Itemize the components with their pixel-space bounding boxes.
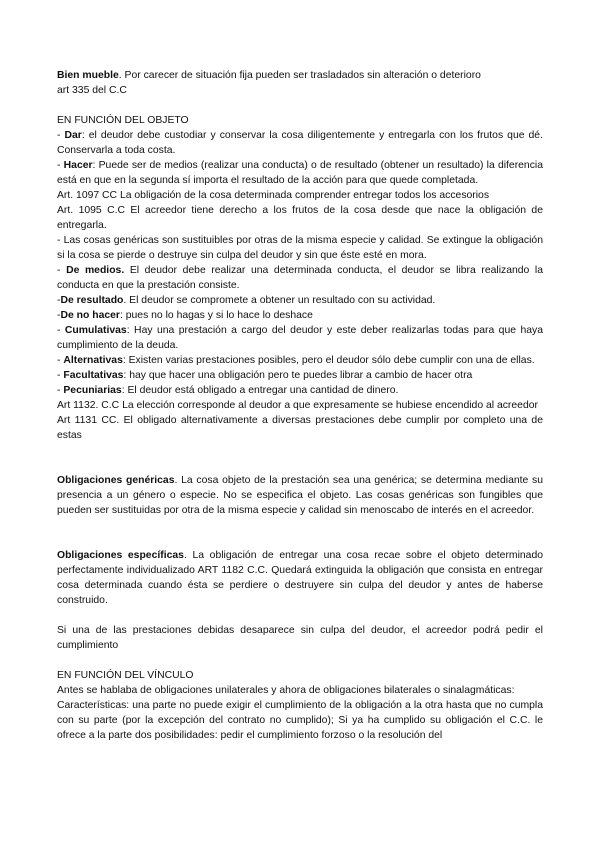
art-1097: Art. 1097 CC La obligación de la cosa determinada comprender entregar todos los accesorios — [57, 190, 490, 201]
art-1132: Art 1132. C.C La elección corresponde al deudor a que expresamente se hubiese encendido al acreedor — [57, 400, 538, 411]
alternativas-item — [57, 353, 543, 368]
resultado-dash: - — [57, 295, 61, 306]
spacer — [57, 608, 543, 623]
bien-mueble-term: Bien mueble — [57, 70, 119, 81]
facultativas-term: Facultativas — [63, 370, 124, 381]
vinculo-caracteristicas: Características: una parte no puede exigir el cumplimiento de la obligación a la otra hasta que no cumpla con su parte (por la excepción del contrato no cumplido); Si ya ha cumplido su obligación el C.C. le ofrece a la parte dos posibilidades: pedir el cumplimiento forzoso o la resolución del — [57, 700, 543, 741]
cumulativas-term: Cumulativas — [64, 325, 127, 336]
facultativas-dash: - — [57, 370, 64, 381]
dar-item — [57, 128, 543, 158]
hacer-item — [57, 158, 543, 188]
desaparece-paragraph: Si una de las prestaciones debidas desaparece sin culpa del deudor, el acreedor podrá pedir el cumplimiento — [57, 625, 543, 651]
medios-term: De medios. — [66, 265, 125, 276]
obligaciones-especificas-term: Obligaciones específicas — [57, 550, 184, 561]
no-hacer-term: De no hacer — [60, 310, 120, 321]
spacer — [57, 653, 543, 668]
bien-mueble-paragraph — [57, 68, 543, 83]
alternativas-term: Alternativas — [63, 355, 123, 366]
obligaciones-especificas-text: . La obligación de entregar una cosa recae sobre el objeto determinado perfectamente individualizado ART 1182 C.C. Quedará extinguida la obligación que consista en entregar cosa determinada cuando ésta se perdiere o destruyere sin culpa del deudor y antes de haberse construido. — [57, 550, 543, 606]
facultativas-item — [57, 368, 543, 383]
medios-dash: - — [57, 265, 67, 276]
pecuniarias-term: Pecuniarias — [63, 385, 122, 396]
no-hacer-text: : pues no lo hagas y si lo hace lo deshace — [119, 310, 313, 321]
spacer — [57, 98, 543, 113]
medios-text: El deudor debe realizar una determinada conducta, el deudor se libra realizando la conducta en que la prestación consiste. — [57, 265, 543, 291]
alternativas-text: : Existen varias prestaciones posibles, pero el deudor sólo debe cumplir con una de ellas. — [122, 355, 535, 366]
medios-item — [57, 263, 543, 293]
hacer-text: : Puede ser de medios (realizar una conducta) o de resultado (obtener un resultado) la diferencia está en que en la segunda sí importa el resultado de la acción para que quede completada. — [57, 160, 543, 186]
document-body — [57, 68, 543, 743]
resultado-term: De resultado — [60, 295, 124, 306]
cumulativas-dash: - — [57, 325, 65, 336]
hacer-term: Hacer — [63, 160, 93, 171]
vinculo-antes: Antes se hablaba de obligaciones unilaterales y ahora de obligaciones bilaterales o sinalagmáticas: — [57, 685, 515, 696]
hacer-dash: - — [57, 160, 64, 171]
obligaciones-genericas-paragraph — [57, 473, 543, 518]
resultado-item — [57, 293, 543, 308]
bien-mueble-text: . Por carecer de situación fija pueden ser trasladados sin alteración o deterioro — [118, 70, 481, 81]
dar-dash: - — [57, 130, 65, 141]
spacer — [57, 518, 543, 548]
vinculo-heading: EN FUNCIÓN DEL VÍNCULO — [57, 670, 194, 681]
art-1131: Art 1131 CC. El obligado alternativamente a diversas prestaciones debe cumplir por completo una de estas — [57, 415, 543, 441]
no-hacer-item — [57, 308, 543, 323]
objeto-heading: EN FUNCIÓN DEL OBJETO — [57, 115, 189, 126]
bien-mueble-article: art 335 del C.C — [57, 85, 127, 96]
dar-term: Dar — [64, 130, 82, 141]
pecuniarias-text: : El deudor está obligado a entregar una cantidad de dinero. — [121, 385, 399, 396]
spacer — [57, 443, 543, 473]
obligaciones-genericas-text: . La cosa objeto de la prestación sea una genérica; se determina mediante su presencia a un género o especie. No se especifica el objeto. Las cosas genéricas son fungibles que pueden ser sustituidas por otra de la misma especie y calidad sin menoscabo de interés en el acreedor. — [57, 475, 543, 516]
cumulativas-item — [57, 323, 543, 353]
obligaciones-especificas-paragraph — [57, 548, 543, 608]
no-hacer-dash: - — [57, 310, 61, 321]
dar-text: : el deudor debe custodiar y conservar la cosa diligentemente y entregarla con los frutos que dé. Conservarla a toda costa. — [57, 130, 543, 156]
cumulativas-text: : Hay una prestación a cargo del deudor y este deber realizarlas todas para que haya cumplimiento de la deuda. — [57, 325, 543, 351]
art-1095: Art. 1095 C.C El acreedor tiene derecho a los frutos de la cosa desde que nace la obligación de entregarla. — [57, 205, 543, 231]
facultativas-text: : hay que hacer una obligación pero te puedes librar a cambio de hacer otra — [123, 370, 473, 381]
genericas-item: - Las cosas genéricas son sustituibles por otras de la misma especie y calidad. Se extingue la obligación si la cosa se pierde o destruye sin culpa del deudor y sin que éste esté en mora. — [57, 235, 543, 261]
alternativas-dash: - — [57, 355, 64, 366]
resultado-text: . El deudor se compromete a obtener un resultado con su actividad. — [123, 295, 436, 306]
pecuniarias-item — [57, 383, 543, 398]
obligaciones-genericas-term: Obligaciones genéricas — [57, 475, 175, 486]
pecuniarias-dash: - — [57, 385, 64, 396]
